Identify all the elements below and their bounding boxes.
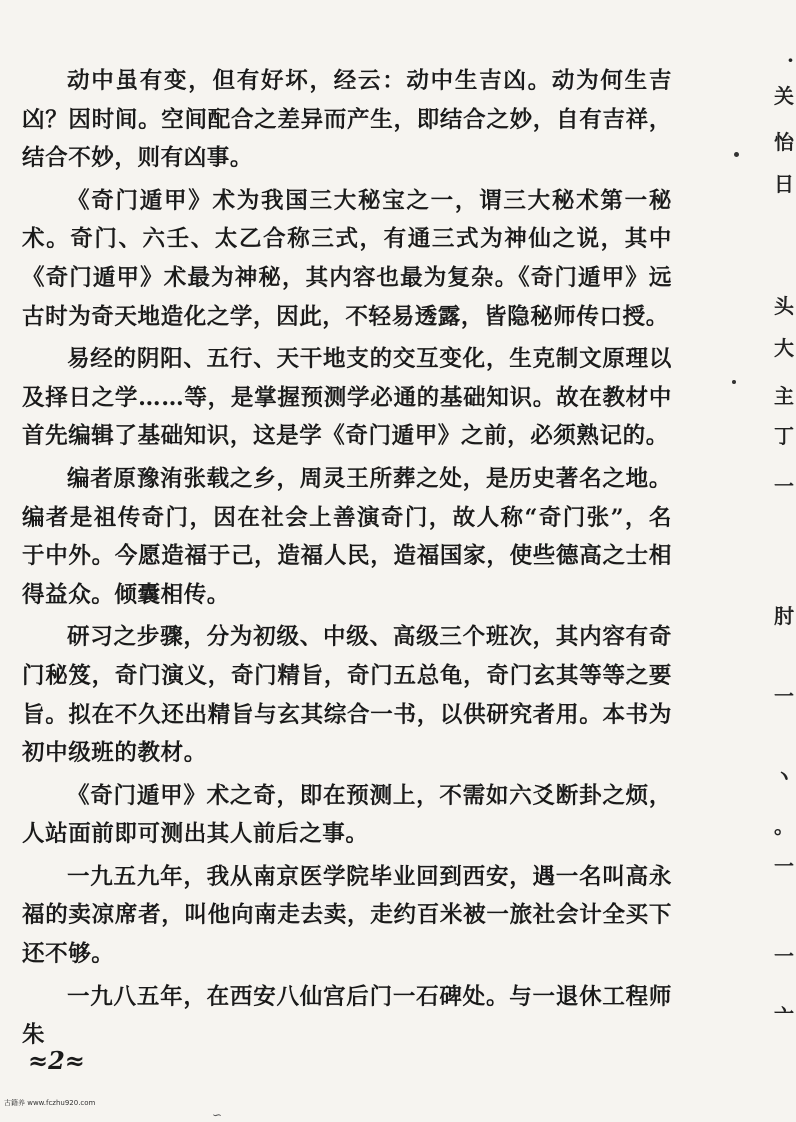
facing-page-bleed	[770, 40, 796, 1040]
page-number: ≈2≈	[28, 1046, 85, 1075]
scan-smudge: ∽	[212, 1108, 223, 1122]
paragraph-1: 动中虽有变，但有好坏，经云：动中生吉凶。动为何生吉凶？因时间。空间配合之差异而产生，即结合之妙，自有吉祥，结合不妙，则有凶事。	[22, 68, 672, 172]
bleed-char: 一	[774, 684, 794, 708]
bleed-char: 一	[774, 474, 794, 498]
ink-speck	[734, 152, 739, 157]
paragraph-7: 一九五九年，我从南京医学院毕业回到西安，遇一名叫高永福的卖凉席者，叫他向南走去卖，走约百米被一旅社会计全买下还不够。	[22, 863, 672, 968]
paragraph-5: 研习之步骤，分为初级、中级、高级三个班次，其内容有奇门秘笈，奇门演义，奇门精旨，奇门五总龟，奇门玄其等等之要旨。拟在不久还出精旨与玄其综合一书，以供研究者用。本书为初中级班的教材。	[22, 624, 672, 767]
bleed-char: 主	[774, 384, 794, 408]
bleed-char: 肘	[774, 604, 794, 628]
bleed-char: 大	[774, 336, 794, 360]
bleed-char: 头	[774, 294, 794, 318]
body-text	[22, 62, 672, 1059]
bleed-char: 亠	[774, 1004, 794, 1028]
source-watermark: 古籍养 www.fczhu920.com	[4, 1099, 96, 1107]
paragraph-8: 一九八五年，在西安八仙宫后门一石碑处。与一退休工程师朱	[22, 983, 672, 1049]
bleed-char: 日	[774, 172, 794, 196]
bleed-char: 。	[774, 814, 794, 838]
bleed-char: 一	[774, 944, 794, 968]
paragraph-4: 编者原豫洧张载之乡，周灵王所葬之处，是历史著名之地。编者是祖传奇门，因在社会上善演奇门，故人称“奇门张”，名于中外。今愿造福于己，造福人民，造福国家，使些德高之士相得益众。倾囊相传。	[22, 465, 672, 608]
bleed-char: ヽ	[774, 764, 794, 788]
ink-speck	[732, 380, 736, 384]
paragraph-6: 《奇门遁甲》术之奇，即在预测上，不需如六爻断卦之烦，人站面前即可测出其人前后之事。	[22, 782, 672, 848]
bleed-char: 丁	[774, 424, 794, 448]
bleed-char: ·	[787, 48, 794, 72]
bleed-char: 关	[774, 84, 794, 108]
bleed-char: 一	[774, 854, 794, 878]
paragraph-3: 易经的阴阳、五行、天干地支的交互变化，生克制文原理以及择日之学……等，是掌握预测学必通的基础知识。故在教材中首先编辑了基础知识，这是学《奇门遁甲》之前，必须熟记的。	[22, 346, 672, 450]
paragraph-2: 《奇门遁甲》术为我国三大秘宝之一，谓三大秘术第一秘术。奇门、六壬、太乙合称三式，有通三式为神仙之说，其中《奇门遁甲》术最为神秘，其内容也最为复杂。《奇门遁甲》远古时为奇天地造化之学，因此，不轻易透露，皆隐秘师传口授。	[22, 187, 672, 330]
bleed-char: 怡	[774, 130, 794, 154]
